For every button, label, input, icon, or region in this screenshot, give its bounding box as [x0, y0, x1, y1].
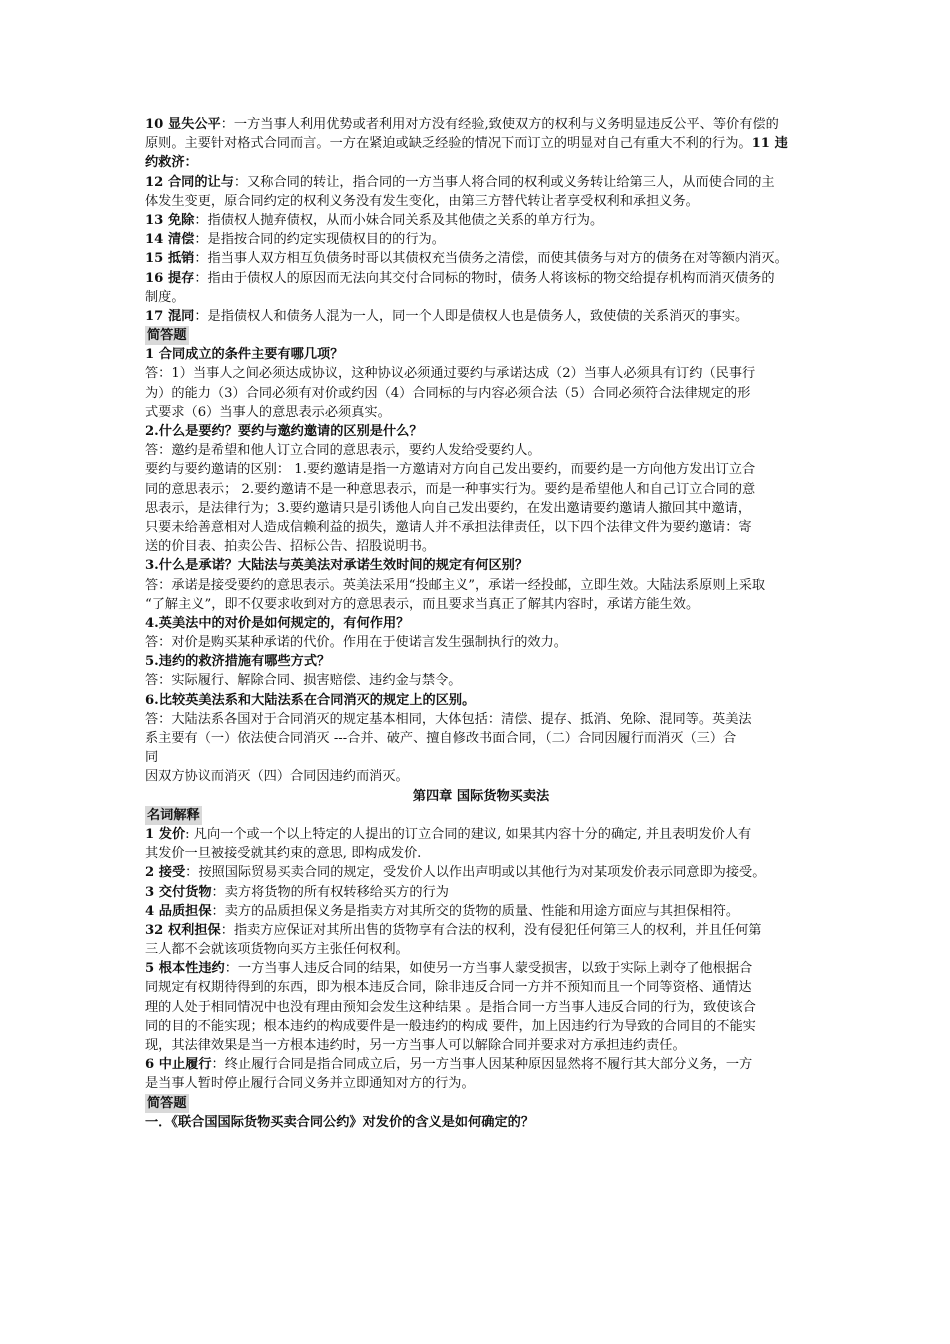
term-line — [145, 115, 817, 134]
term-line — [145, 883, 817, 902]
term-label: 13 免除 — [145, 212, 195, 228]
body-text: 答：承诺是接受要约的意思表示。英美法采用“投邮主义”，承诺一经投邮，立即生效。大陆法系原则上采取 — [145, 577, 766, 593]
term-line — [145, 269, 817, 288]
text-line — [145, 1017, 817, 1036]
term-line — [145, 230, 817, 249]
body-text: 现，其法律效果是当一方根本违约时，另一方当事人可以解除合同并要求对方承担违约责任。 — [145, 1038, 686, 1053]
text-line — [145, 403, 817, 422]
term-line — [145, 211, 817, 230]
term-definition: ：按照国际贸易买卖合同的规定，受发价人以作出声明或以其他行为对某项发价表示同意即为接受。 — [185, 865, 766, 881]
text-line — [145, 192, 817, 211]
text-line — [145, 288, 817, 307]
term-line — [145, 959, 817, 978]
term-label: 12 合同的让与 — [145, 174, 234, 190]
term-line — [145, 825, 817, 844]
term-line — [145, 902, 817, 921]
text-line — [145, 671, 817, 690]
body-text: 原则。主要针对格式合同而言。一方在紧迫或缺乏经验的情况下而订立的明显对自己有重大不利的行为。 — [145, 136, 752, 152]
term-label: 6 中止履行 — [145, 1057, 212, 1073]
term-label: 11 违 — [751, 136, 788, 152]
body-text: 是当事人暂时停止履行合同义务并立即通知对方的行为。 — [145, 1076, 475, 1092]
term-label: 10 显失公平 — [145, 117, 221, 132]
question-line — [145, 345, 817, 364]
document-page — [145, 115, 817, 1132]
chapter-title: 第四章 国际货物买卖法 — [412, 788, 550, 804]
term-definition: ：指债权人抛弃债权，从而小妹合同关系及其他债之关系的单方行为。 — [194, 212, 604, 228]
text-line — [145, 1074, 817, 1093]
text-line — [145, 537, 817, 556]
body-text: 理的人处于相同情况中也没有理由预知会发生这种结果 。是指合同一方当事人违反合同的行为，致使该合 — [145, 999, 756, 1015]
text-line — [145, 633, 817, 652]
term-label: 5 根本性违约 — [145, 961, 225, 977]
chapter-title-line — [145, 787, 817, 806]
body-text: 只要未给善意相对人造成信赖利益的损失，邀请人并不承担法律责任，以下四个法律文件为要约邀请：寄 — [145, 519, 752, 535]
section-heading-line — [145, 1094, 817, 1113]
term-definition: ：终止履行合同是指合同成立后，另一方当事人因某种原因显然将不履行其大部分义务，一方 — [211, 1057, 753, 1073]
question-text: 4.英美法中的对价是如何规定的，有何作用？ — [145, 615, 410, 631]
text-line — [145, 460, 817, 479]
body-text: “了解主义”，即不仅要求收到对方的意思表示，而且要求当真正了解其内容时，承诺方能生效。 — [145, 596, 700, 612]
text-line — [145, 767, 817, 786]
text-line — [145, 595, 817, 614]
question-text: 3.什么是承诺？大陆法与英美法对承诺生效时间的规定有何区别？ — [145, 558, 529, 574]
term-definition: ：一方当事人违反合同的结果，如使另一方当事人蒙受损害，以致于实际上剥夺了他根据合 — [224, 961, 753, 977]
term-label: 2 接受 — [145, 865, 186, 881]
body-text: 体发生变更，原合同约定的权利义务没有发生变化，由第三方替代转让者享受权利和承担义务。 — [145, 193, 699, 209]
body-text: 三人都不会就该项货物向买方主张任何权利。 — [145, 942, 409, 958]
text-line — [145, 710, 817, 729]
term-label: 17 混同 — [145, 308, 195, 324]
text-line — [145, 940, 817, 959]
section-heading: 简答题 — [145, 1094, 189, 1113]
term-label: 4 品质担保 — [145, 903, 212, 919]
term-definition: ：指由于债权人的原因而无法向其交付合同标的物时，债务人将该标的物交给提存机构而消灭债务的 — [194, 270, 775, 286]
question-text: 2.什么是要约？要约与邀约邀请的区别是什么？ — [145, 424, 423, 439]
body-text: 答：邀约是希望和他人订立合同的意思表示，要约人发给受要约人。 — [145, 443, 541, 459]
body-text: 要约与要约邀请的区别： 1.要约邀请是指一方邀请对方向自己发出要约，而要约是一方向他方发出订立合 — [145, 462, 756, 478]
body-text: 因双方协议而消灭（四）合同因违约而消灭。 — [145, 769, 409, 785]
term-line — [145, 173, 817, 192]
text-line — [145, 978, 817, 997]
text-line — [145, 384, 817, 403]
text-line — [145, 844, 817, 863]
text-line — [145, 499, 817, 518]
text-line — [145, 748, 817, 767]
term-line — [145, 249, 817, 268]
question-line — [145, 614, 817, 633]
section-heading-line — [145, 326, 817, 345]
text-line — [145, 518, 817, 537]
term-line — [145, 921, 817, 940]
term-label: 14 清偿 — [145, 232, 195, 248]
term-label: 3 交付货物 — [145, 884, 212, 900]
term-definition: ：指当事人双方相互负债务时哥以其债权充当债务之清偿，而使其债务与对方的债务在对等额内消灭。 — [194, 251, 788, 267]
body-text: 制度。 — [145, 289, 185, 305]
text-line — [145, 998, 817, 1017]
body-text: 为）的能力（3）合同必须有对价或约因（4）合同标的与内容必须合法（5）合同必须符合法律规定的形 — [145, 385, 751, 401]
term-definition: : 凡向一个或一个以上特定的人提出的订立合同的建议, 如果其内容十分的确定, 并且表明发价人有 — [185, 826, 752, 842]
question-line — [145, 1113, 817, 1132]
body-text: 同 — [145, 750, 159, 766]
question-line — [145, 652, 817, 671]
body-text: 答：大陆法系各国对于合同消灭的规定基本相同，大体包括：清偿、提存、抵消、免除、混同等。英美法 — [145, 711, 752, 727]
term-definition: ：是指债权人和债务人混为一人，同一个人即是债权人也是债务人，致使债的关系消灭的事实。 — [194, 308, 749, 324]
question-text: 一．《联合国国际货物买卖合同公约》对发价的含义是如何确定的？ — [145, 1114, 535, 1130]
body-text: 答：实际履行、解除合同、损害赔偿、违约金与禁令。 — [145, 673, 462, 689]
question-line — [145, 422, 817, 441]
body-text: 答：1）当事人之间必须达成协议，这种协议必须通过要约与承诺达成（2）当事人必须具有订约（民事行 — [145, 366, 756, 382]
term-label: 1 发价 — [145, 826, 186, 842]
section-heading: 简答题 — [145, 326, 189, 345]
term-line — [145, 863, 817, 882]
text-line — [145, 1036, 817, 1055]
term-line — [145, 1055, 817, 1074]
text-line — [145, 576, 817, 595]
body-text: 同规定有权期待得到的东西，即为根本违反合同，除非违反合同一方并不预知而且一个同等资格、通情达 — [145, 980, 752, 996]
body-text: 送的价目表、拍卖公告、招标公告、招股说明书。 — [145, 539, 436, 555]
term-definition: ：一方当事人利用优势或者利用对方没有经验,致使双方的权利与义务明显违反公平、等价有偿的 — [220, 117, 779, 132]
body-text: 同的目的不能实现；根本违约的构成要件是一般违约的构成 要件，加上因违约行为导致的合同目的不能实 — [145, 1018, 756, 1034]
term-definition: ：指卖方应保证对其所出售的货物享有合法的权利，没有侵犯任何第三人的权利，并且任何第 — [220, 922, 762, 938]
term-definition: ：又称合同的转让，指合同的一方当事人将合同的权利或义务转让给第三人，从而使合同的主 — [233, 174, 775, 190]
text-line — [145, 441, 817, 460]
body-text: 答：对价是购买某种承诺的代价。作用在于使诺言发生强制执行的效力。 — [145, 635, 567, 651]
question-line — [145, 691, 817, 710]
question-line — [145, 556, 817, 575]
term-line — [145, 307, 817, 326]
body-text: 式要求（6）当事人的意思表示必须真实。 — [145, 404, 391, 420]
question-text: 6.比较英美法系和大陆法系在合同消灭的规定上的区别。 — [145, 692, 476, 708]
term-definition: ：是指按合同的约定实现债权目的的行为。 — [194, 232, 445, 248]
term-label: 15 抵销 — [145, 251, 195, 267]
section-heading: 名词解释 — [145, 806, 202, 825]
text-line — [145, 153, 817, 172]
body-text: 思表示，是法律行为；3.要约邀请只是引诱他人向自己发出要约，在发出邀请要约邀请人撤回其中邀请， — [145, 500, 752, 516]
text-line — [145, 729, 817, 748]
bold-text: 约救济： — [145, 155, 198, 171]
text-line — [145, 480, 817, 499]
term-label: 16 提存 — [145, 270, 195, 286]
question-text: 1 合同成立的条件主要有哪几项？ — [145, 347, 344, 363]
term-definition: ：卖方的品质担保义务是指卖方对其所交的货物的质量、性能和用途方面应与其担保相符。 — [211, 903, 740, 919]
body-text: 同的意思表示； 2.要约邀请不是一种意思表示，而是一种事实行为。要约是希望他人和自己订立合同的意 — [145, 481, 756, 497]
body-text: 系主要有（一）依法使合同消灭 ---合并、破产、擅自修改书面合同，（二）合同因履行而消灭（三）合 — [145, 731, 737, 746]
text-line — [145, 134, 817, 153]
body-text: 其发价一旦被接受就其约束的意思, 即构成发价. — [145, 846, 422, 862]
term-definition: ：卖方将货物的所有权转移给买方的行为 — [211, 884, 449, 900]
text-line — [145, 364, 817, 383]
question-text: 5.违约的救济措施有哪些方式？ — [145, 654, 331, 670]
term-label: 32 权利担保 — [145, 922, 221, 938]
section-heading-line — [145, 806, 817, 825]
